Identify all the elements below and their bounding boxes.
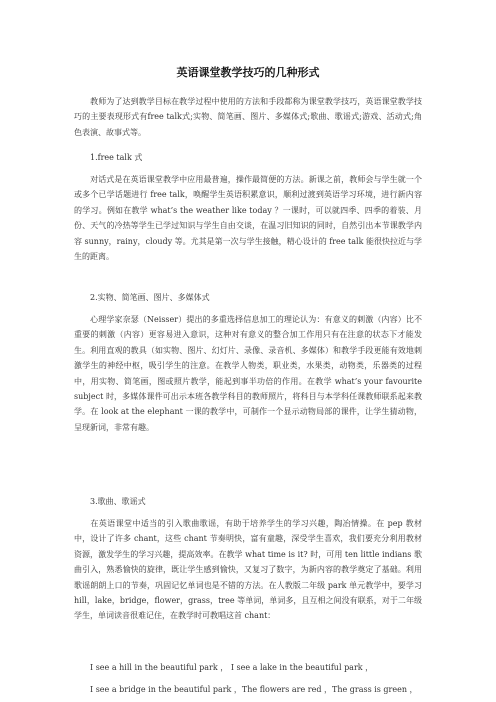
chant-line-2: I see a bridge in the beautiful park ，The flowers are red ，The grass is green ， — [90, 685, 418, 694]
intro-paragraph — [74, 94, 422, 140]
section-body-1-text: 对话式是在英语课堂教学中应用最普遍，操作最简便的方法。新课之前，教师会与学生就一个或多个已学话题进行 free talk，唤醒学生英语积累意识，顺利过渡到英语学习环境，进行新内容的学习。例如在教学 what’s the weather like today ？一课时，可以就四季、四季的着装、月份、天气的冷热等学生已学过知识与学生自由交谈，在温习旧知识的同时，自然引出本节课教学内容 sunny，rainy，cloudy 等。尤其是第一次与学生接触，精心设计的 free talk 能很快拉近与学生的距离。 — [74, 175, 422, 262]
intro-text: 教师为了达到教学目标在教学过程中使用的方法和手段都称为课堂教学技巧，英语课堂教学技巧的主要表现形式有free talk式;实物、简笔画、图片、多媒体式;歌曲、歌谣式;游戏、活动式;角色表演、故事式等。 — [74, 97, 422, 137]
section-heading-1: 1.free talk 式 — [90, 153, 143, 162]
section-body-1 — [74, 172, 422, 264]
document-title: 英语课堂教学技巧的几种形式 — [176, 66, 320, 79]
section-body-2-text: 心理学家奈瑟（Neisser）提出的多重选择信息加工的理论认为：有意义的刺激（内容）比不重要的刺激（内容）更容易进入意识，这种对有意义的整合加工作用只有在注意的状态下才能发生。利用直观的教具（如实物、图片、幻灯片、录像、录音机、多媒体）和教学手段更能有效地刺激学生的神经中枢，吸引学生的注意。在教学人物类，职业类，水果类，动物类，乐器类的过程中，用实物、简笔画，图或照片教学，能起到事半功倍的作用。在教学 what’s your favourite subject 时，多媒体课件可出示本班各教学科目的教师照片，将科目与本学科任课教师联系起来教学。在 look at the elephant 一课的教学中，可制作一个显示动物局部的课件，让学生猜动物，呈现新词，非常有趣。 — [74, 315, 422, 432]
section-body-3 — [74, 516, 422, 624]
section-heading-2: 2.实物、简笔画、图片、多媒体式 — [90, 293, 210, 302]
section-heading-3: 3.歌曲、歌谣式 — [90, 497, 146, 506]
section-body-3-text: 在英语课堂中适当的引入歌曲歌谣，有助于培养学生的学习兴趣，陶冶情操。在 pep 教材中，设计了许多 chant，这些 chant 节奏明快，富有童趣，深受学生喜欢，我们要充分利用教材资源，激发学生的学习兴趣，提高效率。在教学 what time is it? 时，可用 ten little indians 歌曲引入，熟悉愉快的旋律，既让学生感到愉快，又复习了数字，为新内容的教学奠定了基础。利用歌谣朗朗上口的节奏，巩固记忆单词也是不错的方法。在人教版二年级 park 单元教学中，要学习 hill，lake，bridge，flower，grass，tree 等单词，单词多，且互相之间没有联系，对于二年级学生，单词读音很难记住，在教学时可教唱这首 chant： — [74, 519, 422, 621]
chant-line-1: I see a hill in the beautiful park ， I see a lake in the beautiful park ， — [90, 663, 374, 672]
section-body-2 — [74, 312, 422, 435]
